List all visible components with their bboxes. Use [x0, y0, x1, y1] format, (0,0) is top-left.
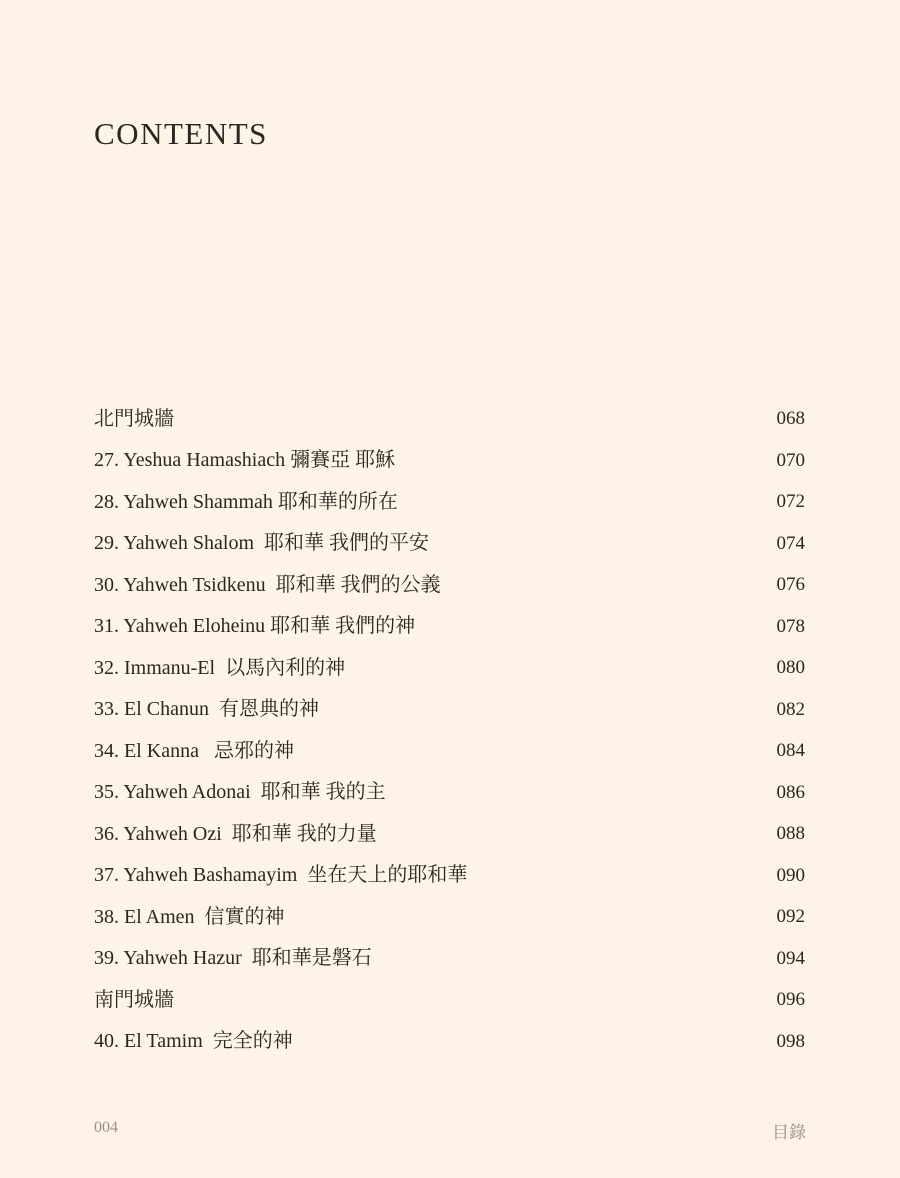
toc-entry-title: 38. El Amen 信實的神: [94, 905, 285, 928]
toc-entry[interactable]: [94, 481, 805, 523]
toc-section-north-gate[interactable]: [94, 398, 805, 440]
toc-entry-page: 086: [776, 781, 805, 803]
toc-entry-page: 088: [776, 823, 805, 845]
toc-entry[interactable]: [94, 647, 805, 689]
page-title: CONTENTS: [94, 116, 268, 151]
toc-entry-page: 092: [776, 906, 805, 928]
toc-entry-title: 31. Yahweh Eloheinu 耶和華 我們的神: [94, 615, 416, 638]
toc-entry-page: 094: [776, 947, 805, 969]
toc-entry-page: 090: [776, 864, 805, 886]
toc-entry[interactable]: [94, 1021, 805, 1063]
toc-entry[interactable]: [94, 440, 805, 482]
toc-entry-page: 082: [776, 698, 805, 720]
toc-entry-page: 078: [776, 615, 805, 637]
toc-entry[interactable]: [94, 730, 805, 772]
toc-entry-title: 34. El Kanna 忌邪的神: [94, 739, 294, 762]
toc-entry-title: 27. Yeshua Hamashiach 彌賽亞 耶穌: [94, 449, 396, 472]
toc-entry-page: 080: [776, 657, 805, 679]
toc-entry-title: 36. Yahweh Ozi 耶和華 我的力量: [94, 822, 377, 845]
toc-entry[interactable]: [94, 523, 805, 565]
toc-entry-title: 33. El Chanun 有恩典的神: [94, 698, 319, 721]
toc-entry[interactable]: [94, 938, 805, 980]
toc-entry-title: 28. Yahweh Shammah 耶和華的所在: [94, 490, 398, 513]
toc-entry[interactable]: [94, 813, 805, 855]
toc-entry-page: 070: [776, 449, 805, 471]
toc-entry-title: 35. Yahweh Adonai 耶和華 我的主: [94, 781, 386, 804]
toc-entry-page: 096: [776, 989, 805, 1011]
toc-entry-title: 39. Yahweh Hazur 耶和華是磐石: [94, 947, 372, 970]
toc-entry-page: 098: [776, 1030, 805, 1052]
toc-entry-page: 076: [776, 574, 805, 596]
table-of-contents: [94, 398, 805, 1062]
toc-entry-title: 32. Immanu-El 以馬內利的神: [94, 656, 346, 679]
toc-section-south-gate[interactable]: [94, 979, 805, 1021]
toc-entry-title: 南門城牆: [94, 988, 174, 1011]
toc-entry[interactable]: [94, 855, 805, 897]
toc-entry-page: 074: [776, 532, 805, 554]
toc-entry[interactable]: [94, 564, 805, 606]
toc-entry-page: 068: [776, 408, 805, 430]
toc-entry-title: 40. El Tamim 完全的神: [94, 1030, 293, 1053]
toc-entry-title: 30. Yahweh Tsidkenu 耶和華 我們的公義: [94, 573, 441, 596]
toc-entry-title: 37. Yahweh Bashamayim 坐在天上的耶和華: [94, 864, 468, 887]
toc-entry[interactable]: [94, 896, 805, 938]
toc-entry[interactable]: [94, 772, 805, 814]
toc-entry[interactable]: [94, 606, 805, 648]
footer-section-title: 目錄: [772, 1123, 806, 1142]
toc-entry-page: 084: [776, 740, 805, 762]
toc-entry-page: 072: [776, 491, 805, 513]
toc-entry-title: 北門城牆: [94, 407, 174, 430]
footer-page-number: 004: [94, 1119, 118, 1136]
toc-entry-title: 29. Yahweh Shalom 耶和華 我們的平安: [94, 532, 430, 555]
toc-entry[interactable]: [94, 689, 805, 731]
